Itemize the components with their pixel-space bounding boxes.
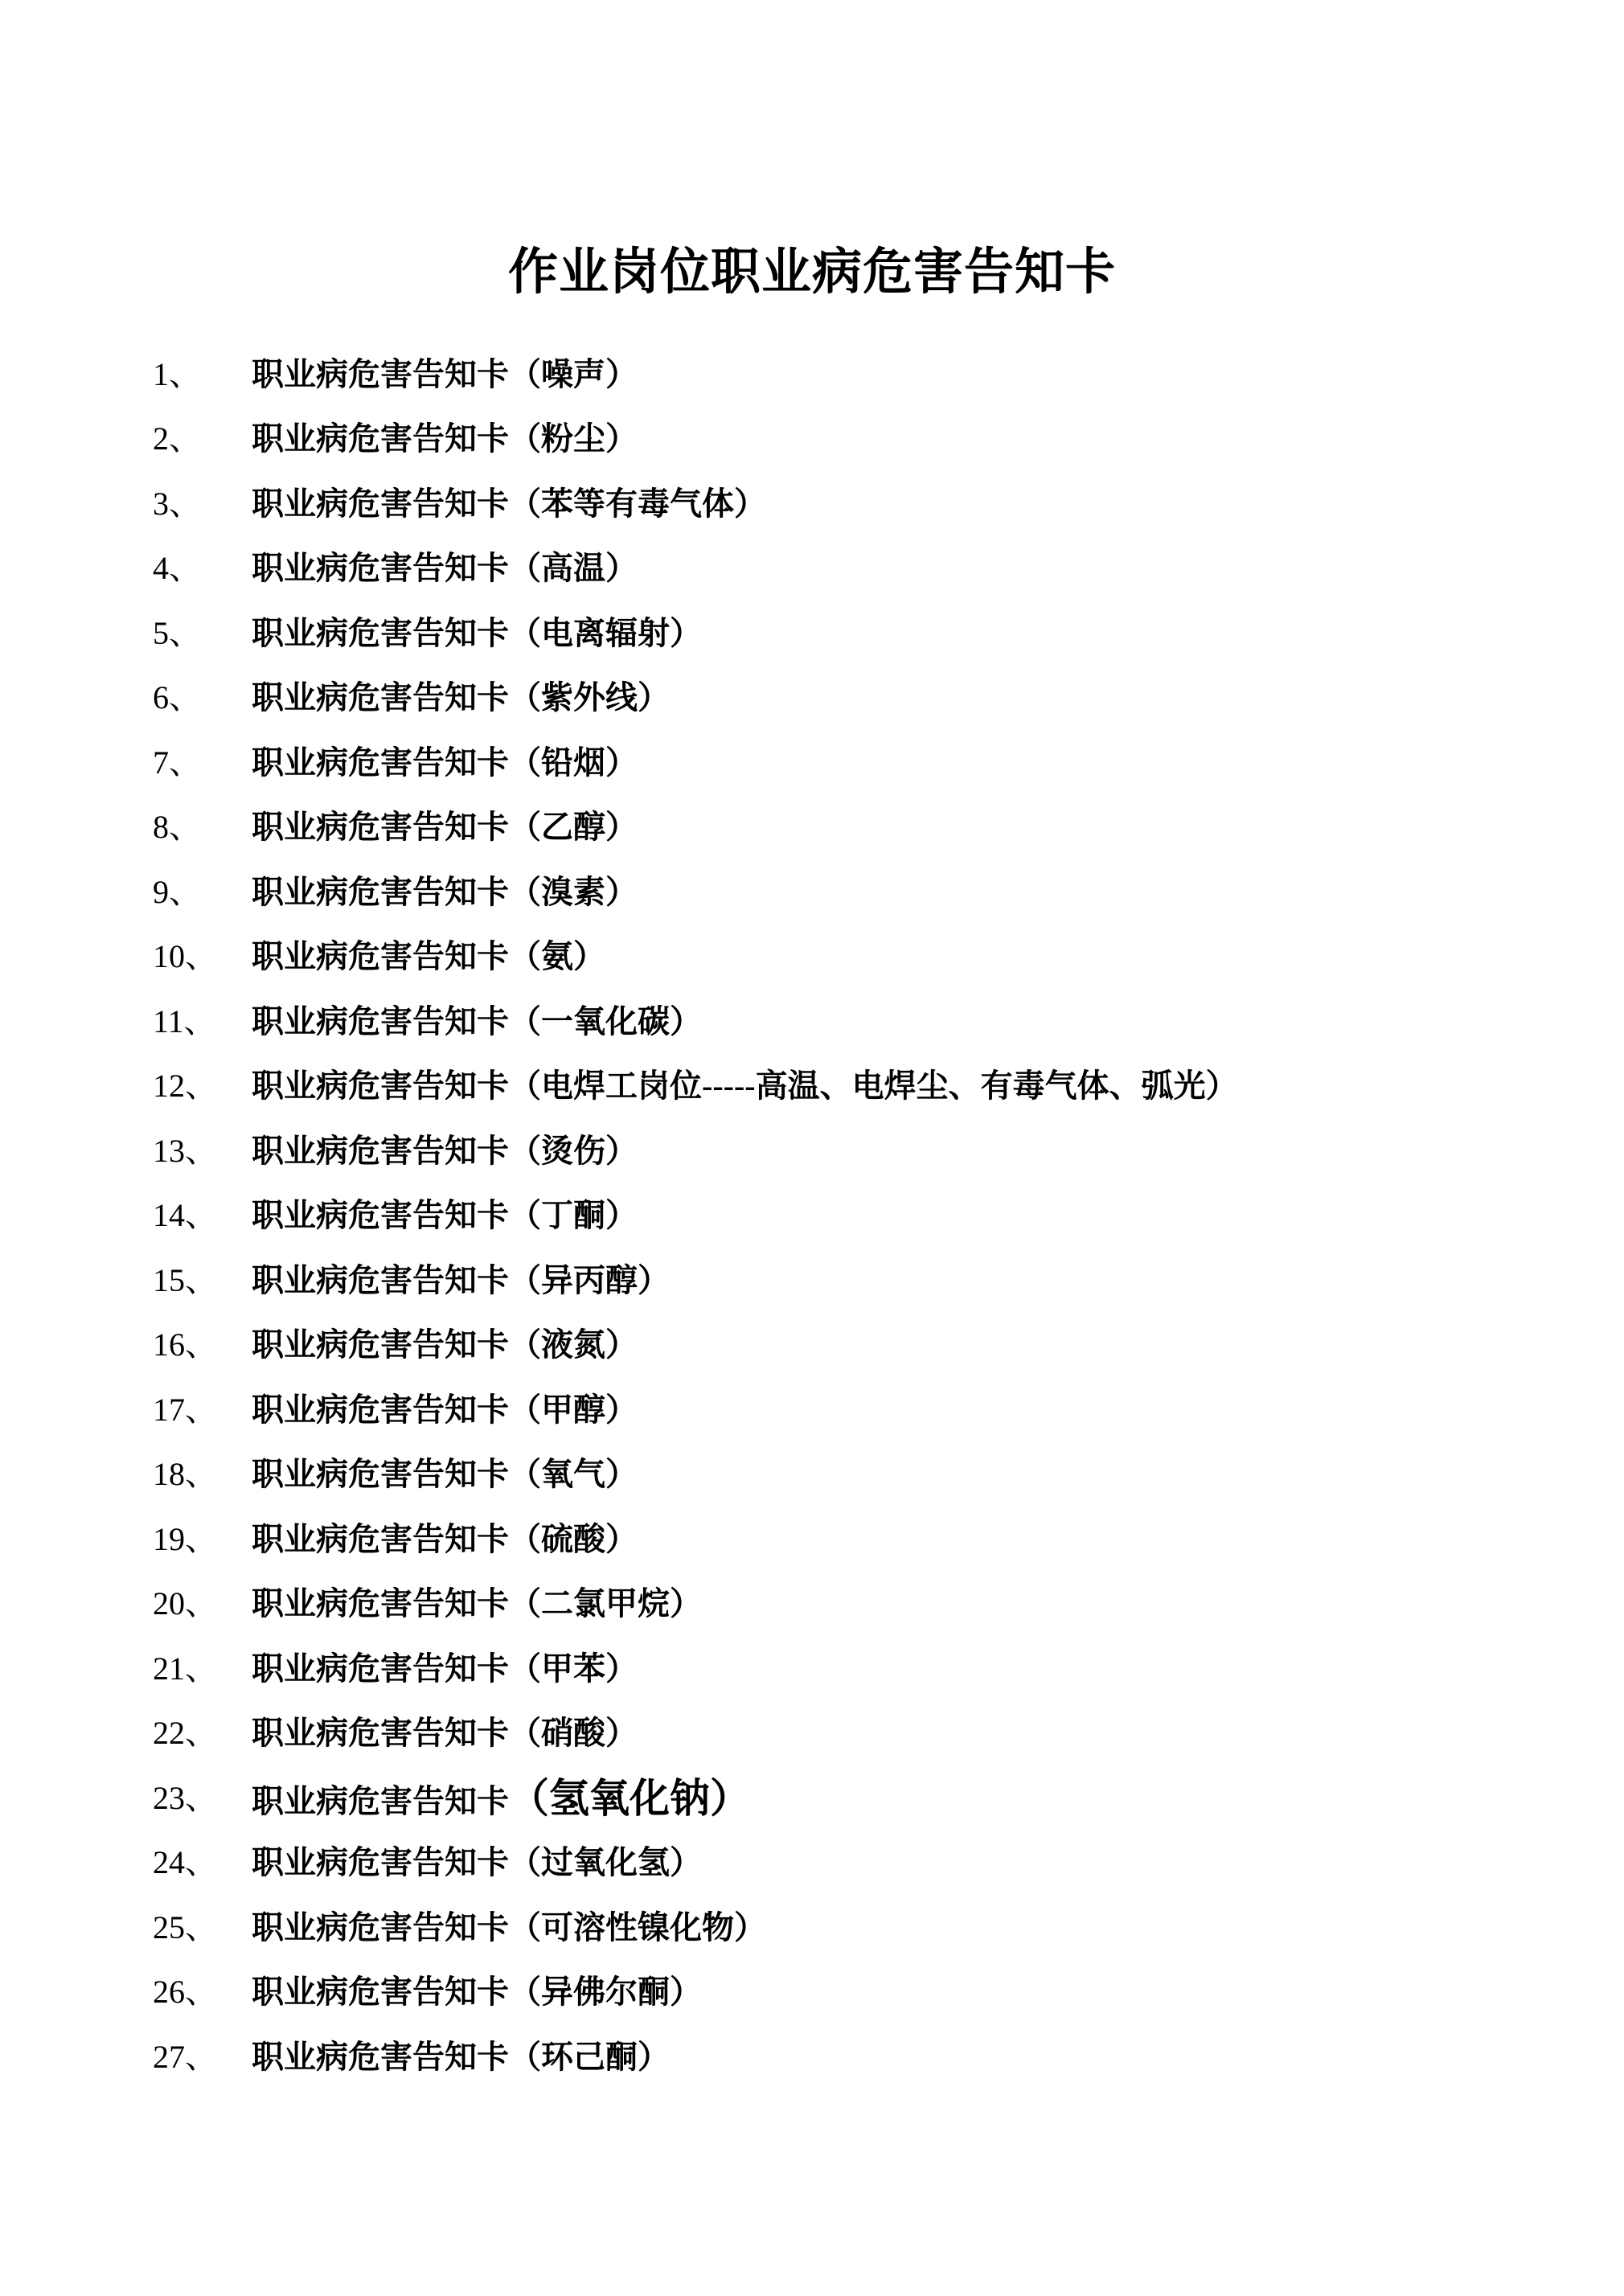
- card-name-text: 职业病危害告知卡: [252, 1909, 509, 1945]
- list-item: [0, 663, 1624, 728]
- list-item-number: 9、: [153, 873, 201, 910]
- list-item-number: 21、: [153, 1650, 217, 1687]
- list-item: [0, 1763, 1624, 1828]
- hazard-name-text: （氧气）: [509, 1456, 638, 1493]
- card-name-text: 职业病危害告知卡: [252, 550, 509, 587]
- card-name-text: 职业病危害告知卡: [252, 1002, 509, 1039]
- list-item-number: 12、: [153, 1068, 217, 1105]
- list-item-number: 19、: [153, 1520, 217, 1557]
- hazard-name-text: （硫酸）: [509, 1520, 638, 1557]
- card-name-text: 职业病危害告知卡: [252, 809, 509, 846]
- hazard-name-text: （可溶性镍化物）: [509, 1909, 766, 1945]
- list-item: [0, 728, 1624, 793]
- list-item: [0, 793, 1624, 858]
- list-item-label: [252, 1578, 702, 1624]
- hazard-name-text: （异佛尔酮）: [509, 1974, 702, 2011]
- page-title: 作业岗位职业病危害告知卡: [507, 244, 1116, 300]
- list-item-label: [252, 737, 638, 783]
- hazard-name-text: （溴素）: [509, 873, 638, 910]
- list-item-number: 14、: [153, 1197, 217, 1234]
- card-name-text: 职业病危害告知卡: [252, 1132, 509, 1169]
- list-item: [0, 1828, 1624, 1893]
- list-item-number: 22、: [153, 1715, 217, 1752]
- card-name-text: 职业病危害告知卡: [252, 1068, 509, 1105]
- list-item-label: [252, 349, 638, 395]
- card-name-text: 职业病危害告知卡: [252, 420, 509, 457]
- list-item: [0, 598, 1624, 663]
- list-item-number: 8、: [153, 809, 201, 846]
- hazard-name-text: （一氧化碳）: [509, 1002, 702, 1039]
- hazard-name-text: （甲醇）: [509, 1391, 638, 1428]
- card-name-text: 职业病危害告知卡: [252, 1715, 509, 1752]
- list-item-number: 3、: [153, 485, 201, 522]
- hazard-name-text: （氢氧化钠）: [509, 1776, 750, 1822]
- card-name-text: 职业病危害告知卡: [252, 485, 509, 522]
- list-item-label: [252, 996, 702, 1042]
- list-item: [0, 1181, 1624, 1246]
- hazard-name-text: （粉尘）: [509, 420, 638, 457]
- list-item-label: [252, 478, 766, 524]
- hazard-name-text: （乙醇）: [509, 809, 638, 846]
- list-item: [0, 1634, 1624, 1699]
- list-item: [0, 339, 1624, 404]
- list-item: [0, 1958, 1624, 2023]
- list-item-label: [252, 1384, 638, 1430]
- list-item: [0, 2022, 1624, 2087]
- list-item-number: 20、: [153, 1585, 217, 1622]
- card-name-text: 职业病危害告知卡: [252, 938, 509, 975]
- hazard-name-text: （二氯甲烷）: [509, 1585, 702, 1622]
- hazard-name-text: （液氮）: [509, 1326, 638, 1363]
- list-item-number: 18、: [153, 1456, 217, 1493]
- list-item: [0, 1892, 1624, 1958]
- list-item-number: 6、: [153, 679, 201, 716]
- list-item-label: [252, 1449, 638, 1494]
- card-name-text: 职业病危害告知卡: [252, 1197, 509, 1234]
- list-item: [0, 1569, 1624, 1634]
- list-item-number: 5、: [153, 614, 201, 651]
- list-item-label: [252, 802, 638, 847]
- card-name-text: 职业病危害告知卡: [252, 614, 509, 651]
- hazard-name-text: （电离辐射）: [509, 614, 702, 651]
- list-item-label: [252, 672, 670, 718]
- list-item-number: 13、: [153, 1132, 217, 1169]
- card-name-text: 职业病危害告知卡: [252, 1326, 509, 1363]
- hazard-name-text: （噪声）: [509, 355, 638, 392]
- hazard-name-text: （苯等有毒气体）: [509, 485, 766, 522]
- hazard-name-text: （异丙醇）: [509, 1261, 670, 1298]
- hazard-card-list: [0, 339, 1624, 2087]
- card-name-text: 职业病危害告知卡: [252, 1391, 509, 1428]
- hazard-name-text: （环己酮）: [509, 2038, 670, 2075]
- list-item-number: 23、: [153, 1779, 217, 1816]
- card-name-text: 职业病危害告知卡: [252, 1520, 509, 1557]
- hazard-name-text: （过氧化氢）: [509, 1844, 702, 1881]
- card-name-text: 职业病危害告知卡: [252, 1456, 509, 1493]
- card-name-text: 职业病危害告知卡: [252, 679, 509, 716]
- list-item-number: 24、: [153, 1844, 217, 1881]
- list-item-number: 10、: [153, 938, 217, 975]
- card-name-text: 职业病危害告知卡: [252, 1844, 509, 1881]
- list-item-number: 25、: [153, 1909, 217, 1945]
- list-item: [0, 922, 1624, 987]
- card-name-text: 职业病危害告知卡: [252, 744, 509, 781]
- list-item: [0, 1310, 1624, 1376]
- hazard-name-text: （紫外线）: [509, 679, 670, 716]
- card-name-text: 职业病危害告知卡: [252, 355, 509, 392]
- hazard-name-text: （硝酸）: [509, 1715, 638, 1752]
- list-item-label: [252, 1514, 638, 1560]
- list-item-number: 1、: [153, 355, 201, 392]
- list-item-label: [252, 867, 638, 912]
- list-item-label: [252, 1837, 702, 1883]
- list-item: [0, 1440, 1624, 1505]
- card-name-text: 职业病危害告知卡: [252, 1261, 509, 1298]
- list-item-label: [252, 1766, 750, 1824]
- list-item-label: [252, 931, 605, 977]
- hazard-name-text: （铅烟）: [509, 744, 638, 781]
- card-name-text: 职业病危害告知卡: [252, 1974, 509, 2011]
- list-item-label: [252, 1902, 766, 1948]
- card-name-text: 职业病危害告知卡: [252, 873, 509, 910]
- list-item-number: 16、: [153, 1326, 217, 1363]
- list-item: [0, 1504, 1624, 1569]
- hazard-name-text: （甲苯）: [509, 1650, 638, 1687]
- list-item-number: 11、: [153, 1002, 216, 1039]
- list-item: [0, 857, 1624, 922]
- list-item-label: [252, 1060, 1238, 1106]
- list-item-number: 7、: [153, 744, 201, 781]
- list-item-label: [252, 413, 638, 459]
- list-item-number: 15、: [153, 1261, 217, 1298]
- list-item-number: 17、: [153, 1391, 217, 1428]
- list-item: [0, 534, 1624, 599]
- card-name-text: 职业病危害告知卡: [252, 1783, 509, 1820]
- list-item-label: [252, 1255, 670, 1301]
- list-item: [0, 1052, 1624, 1117]
- list-item: [0, 1116, 1624, 1181]
- list-item-label: [252, 1708, 638, 1753]
- list-item: [0, 1245, 1624, 1310]
- hazard-name-text: （烫伤）: [509, 1132, 638, 1169]
- list-item: [0, 986, 1624, 1052]
- list-item-label: [252, 543, 638, 588]
- list-item: [0, 1375, 1624, 1440]
- hazard-name-text: （电焊工岗位-----高温、电焊尘、有毒气体、弧光）: [509, 1068, 1238, 1105]
- list-item-label: [252, 1643, 638, 1689]
- hazard-name-text: （丁酮）: [509, 1197, 638, 1234]
- card-name-text: 职业病危害告知卡: [252, 1650, 509, 1687]
- card-name-text: 职业病危害告知卡: [252, 2038, 509, 2075]
- list-item-number: 26、: [153, 1974, 217, 2011]
- list-item-label: [252, 1966, 702, 2012]
- list-item-label: [252, 1125, 638, 1171]
- list-item: [0, 1699, 1624, 1764]
- list-item: [0, 469, 1624, 534]
- list-item-label: [252, 608, 702, 654]
- hazard-name-text: （高温）: [509, 550, 638, 587]
- list-item-number: 2、: [153, 420, 201, 457]
- list-item-label: [252, 1319, 638, 1365]
- card-name-text: 职业病危害告知卡: [252, 1585, 509, 1622]
- list-item: [0, 404, 1624, 469]
- list-item-label: [252, 1190, 638, 1236]
- list-item-number: 27、: [153, 2038, 217, 2075]
- list-item-label: [252, 2032, 670, 2077]
- hazard-name-text: （氨）: [509, 938, 605, 975]
- list-item-number: 4、: [153, 550, 201, 587]
